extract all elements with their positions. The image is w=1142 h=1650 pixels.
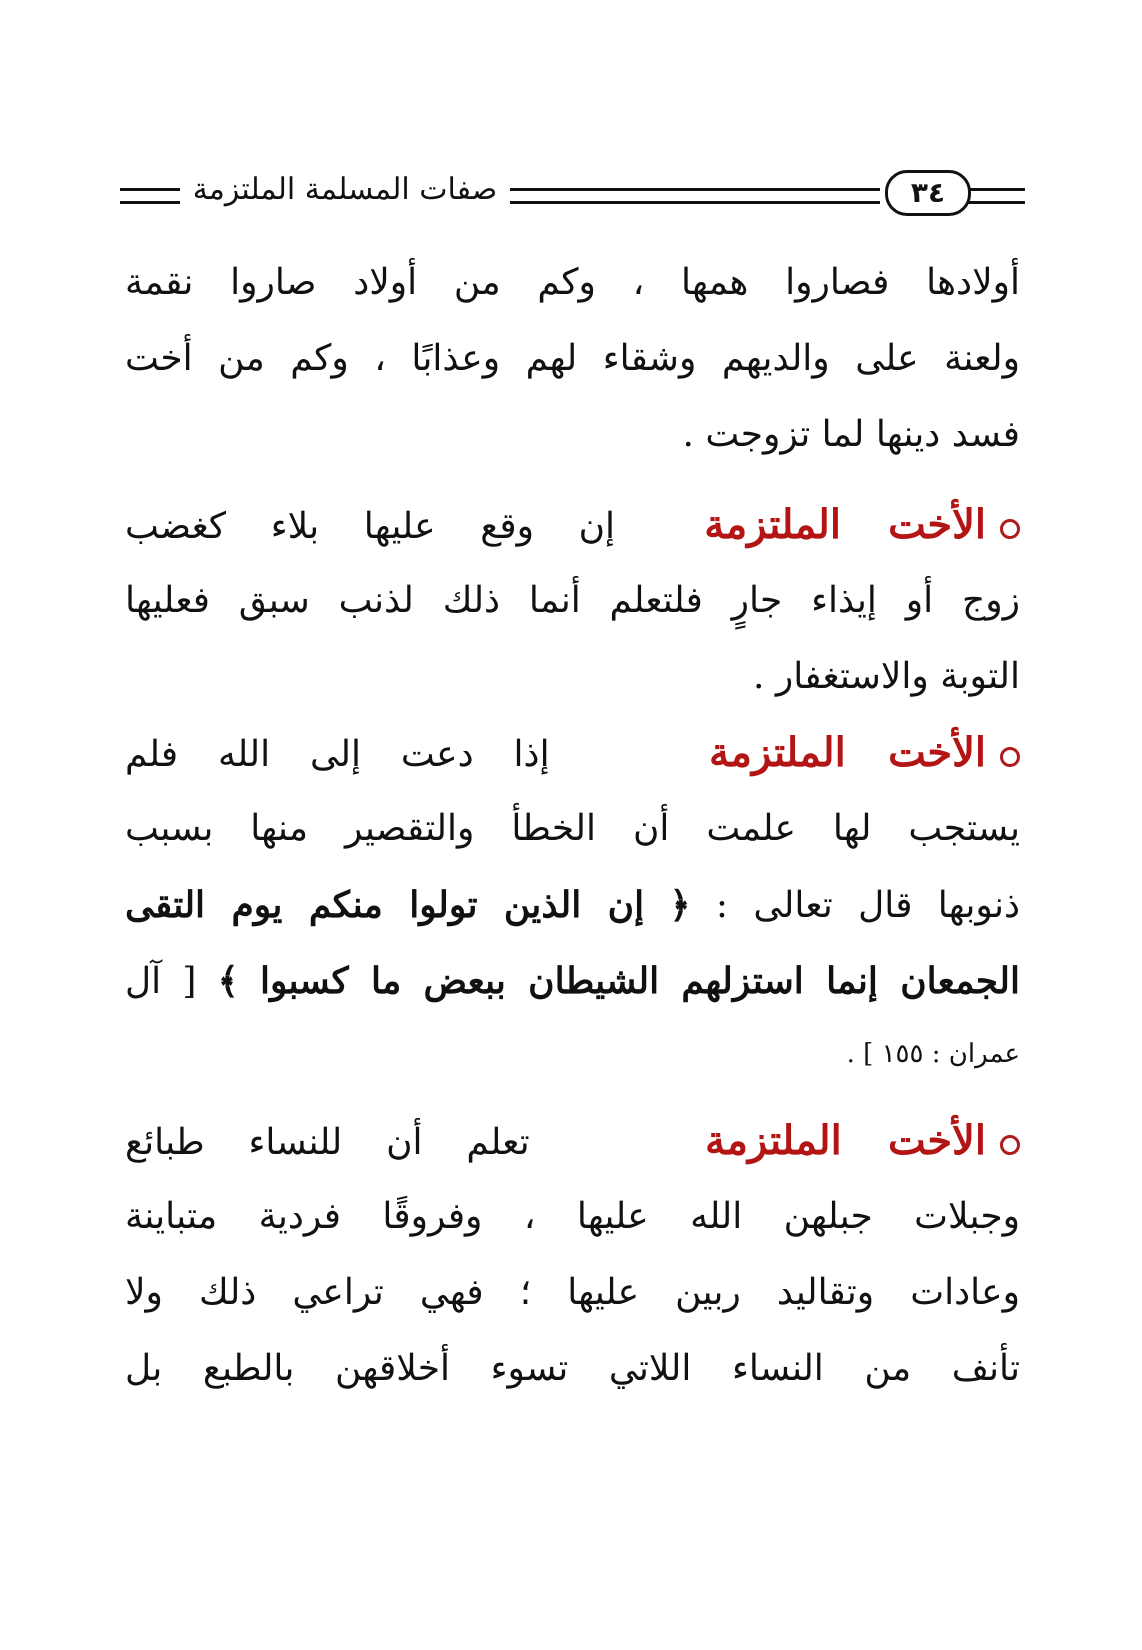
section-1-first-line xyxy=(125,487,1020,563)
running-title: صفات المسلمة الملتزمة xyxy=(192,172,498,207)
header-rule-right xyxy=(968,188,1025,204)
text-run: إن وقع عليها بلاء كغضب xyxy=(125,506,616,547)
quran-intro-line xyxy=(125,867,1020,943)
text-line: وعادات وتقاليد ربين عليها ؛ فهي تراعي ذلك ولا xyxy=(125,1272,1020,1313)
quran-verse-line xyxy=(125,943,1020,1019)
section-2-first-line xyxy=(125,715,1020,791)
text-line: أولادها فصاروا همها ، وكم من أولاد صاروا نقمة xyxy=(125,262,1020,303)
text-line: تأنف من النساء اللاتي تسوء أخلاقهن بالطبع بل xyxy=(125,1348,1020,1389)
circle-bullet-icon xyxy=(1000,1135,1020,1155)
text-line: التوبة والاستغفار . xyxy=(753,656,1020,697)
quran-verse: الجمعان إنما استزلهم الشيطان ببعض ما كسبوا xyxy=(259,960,1020,1002)
section-3-first-line xyxy=(125,1103,1020,1179)
text-run: تعلم أن للنساء طبائع xyxy=(125,1122,530,1163)
text-line: يستجب لها علمت أن الخطأ والتقصير منها بسبب xyxy=(125,808,1020,849)
page-header xyxy=(120,160,1025,230)
section-heading: الأخت الملتزمة xyxy=(709,729,986,776)
citation-line: عمران : ١٥٥ ] . xyxy=(846,1039,1020,1069)
text-line: فسد دينها لما تزوجت . xyxy=(682,414,1020,455)
circle-bullet-icon xyxy=(1000,747,1020,767)
section-heading: الأخت الملتزمة xyxy=(705,1117,986,1164)
quran-open-bracket: ﴿ xyxy=(669,884,691,926)
header-rule-left xyxy=(120,188,180,204)
text-run: إذا دعت إلى الله فلم xyxy=(125,734,550,775)
text-line: زوج أو إيذاء جارٍ فلتعلم أنما ذلك لذنب سبق فعليها xyxy=(125,580,1021,621)
page-number: ٣٤ xyxy=(885,170,971,216)
header-rule-middle xyxy=(510,188,880,204)
circle-bullet-icon xyxy=(1000,519,1020,539)
text-line: ولعنة على والديهم وشقاء لهم وعذابًا ، وكم من أخت xyxy=(125,338,1020,379)
section-heading: الأخت الملتزمة xyxy=(704,501,986,548)
citation-start: [ آل xyxy=(125,961,197,1002)
body-text xyxy=(125,245,1020,1407)
quran-close-bracket: ﴾ xyxy=(217,960,239,1002)
quran-verse: إن الذين تولوا منكم يوم التقى xyxy=(125,884,645,926)
text-line: وجبلات جبلهن الله عليها ، وفروقًا فردية متباينة xyxy=(125,1196,1020,1237)
text-run: ذنوبها قال تعالى : xyxy=(715,885,1020,926)
